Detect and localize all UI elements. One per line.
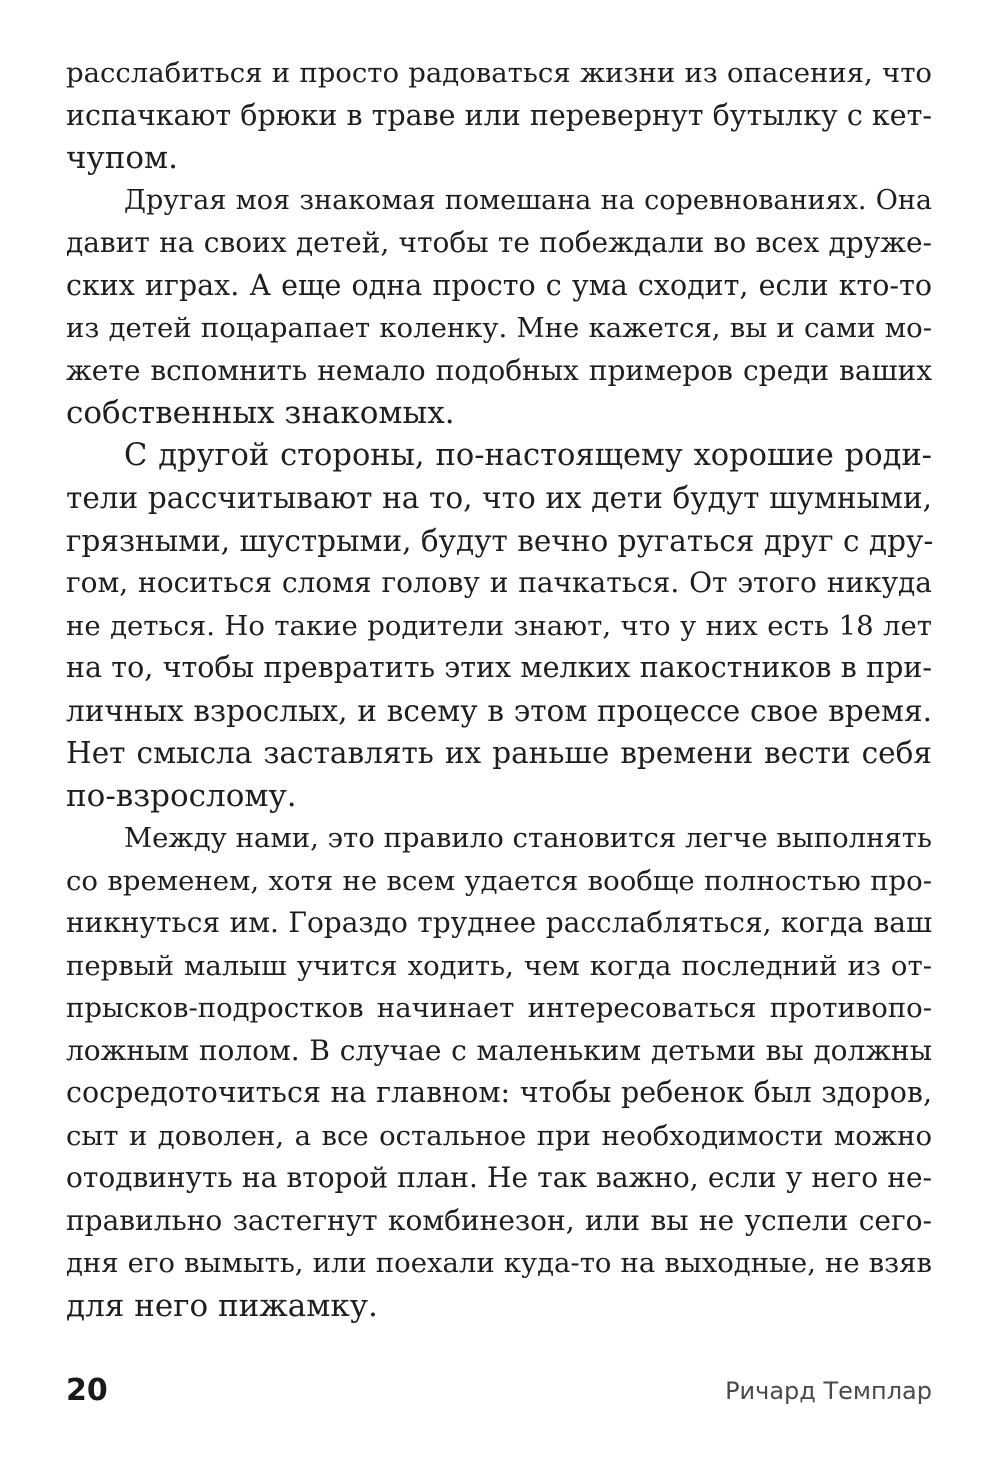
- paragraph-1: [66, 52, 932, 180]
- text-line: расслабиться и просто радоваться жизни из опасения, что: [66, 57, 932, 89]
- text-line: дня его вымыть, или поехали куда-то на выходные, не взяв: [66, 1247, 932, 1279]
- text-line: по-взрослому.: [66, 777, 297, 814]
- text-line: Нет смысла заставлять их раньше времени вести себя: [66, 736, 932, 770]
- text-line: давит на своих детей, чтобы те побеждали во всех друже-: [66, 226, 932, 259]
- text-line: грязными, шустрыми, будут вечно ругаться друг с дру-: [66, 523, 934, 558]
- text-line: сосредоточиться на главном: чтобы ребенок был здоров,: [66, 1076, 932, 1109]
- text-line: первый малыш учится ходить, чем когда последний из от-: [66, 949, 932, 982]
- text-line: ских играх. А еще одна просто с ума сходит, если кто-то: [66, 268, 932, 302]
- text-line: Между нами, это правило становится легче выполнять: [124, 822, 932, 854]
- text-line: со временем, хотя не всем удается вообще полностью про-: [66, 864, 932, 897]
- page-footer: [66, 1373, 932, 1413]
- text-line: сыт и доволен, а все остальное при необходимости можно: [66, 1119, 932, 1152]
- paragraph-3: [66, 435, 932, 818]
- text-line: для него пижамку.: [66, 1287, 378, 1324]
- text-line: собственных знакомых.: [66, 395, 455, 431]
- text-line: ложным полом. В случае с маленьким детьми вы должны: [66, 1033, 932, 1067]
- page-number: 20: [66, 1373, 108, 1408]
- paragraph-4: [66, 817, 932, 1327]
- text-line: отодвинуть на второй план. Не так важно, если у него не-: [66, 1161, 932, 1194]
- text-line: чупом.: [66, 140, 179, 176]
- text-line: из детей поцарапает коленку. Мне кажется, вы и сами мо-: [66, 312, 932, 344]
- text-line: испачкают брюки в траве или перевернут бутылку с кет-: [66, 98, 932, 132]
- text-line: не деться. Но такие родители знают, что у них есть 18 лет: [66, 609, 932, 642]
- text-line: на то, чтобы превратить этих мелких пакостников в при-: [66, 651, 932, 684]
- text-line: гом, носиться сломя голову и пачкаться. От этого никуда: [66, 566, 932, 599]
- paragraph-2: [66, 180, 932, 435]
- text-line: жете вспомнить немало подобных примеров среди ваших: [66, 353, 932, 387]
- text-line: прысков-подростков начинает интересоваться противопо-: [66, 992, 932, 1024]
- text-line: С другой стороны, по-настоящему хорошие роди-: [124, 437, 932, 473]
- book-page-body: [66, 52, 932, 1327]
- text-line: личных взрослых, и всему в этом процессе свое время.: [66, 693, 932, 728]
- text-line: тели рассчитывают на то, что их дети будут шумными,: [66, 481, 932, 515]
- text-line: никнуться им. Гораздо труднее расслабляться, когда ваш: [66, 906, 932, 939]
- text-line: правильно застегнут комбинезон, или вы не успели сего-: [66, 1203, 932, 1237]
- author-running-head: Ричард Темплар: [725, 1377, 932, 1405]
- text-line: Другая моя знакомая помешана на соревнованиях. Она: [124, 184, 932, 216]
